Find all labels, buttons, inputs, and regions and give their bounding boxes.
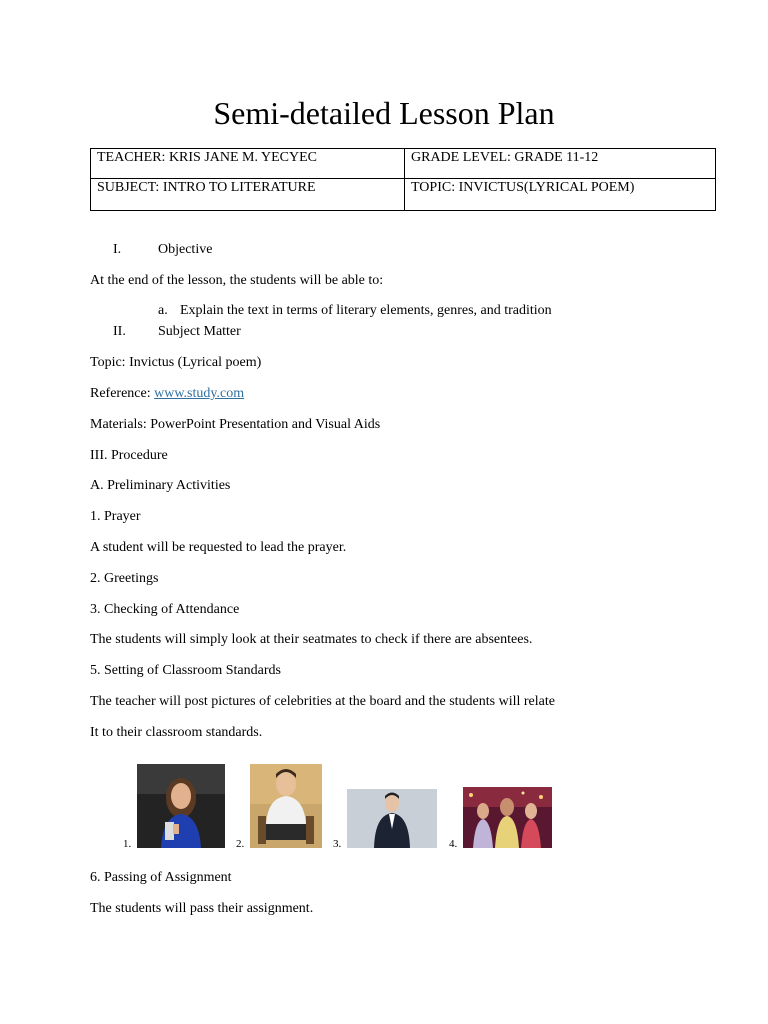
teacher-cell: TEACHER: KRIS JANE M. YECYEC — [91, 149, 405, 179]
page-title: Semi-detailed Lesson Plan — [213, 95, 555, 131]
reference-line — [90, 385, 244, 403]
assignment-heading: 6. Passing of Assignment — [90, 870, 232, 885]
preliminary-heading: A. Preliminary Activities — [90, 478, 231, 493]
materials-line: Materials: PowerPoint Presentation and Visual Aids — [90, 417, 381, 432]
celebrity-photo-3-icon — [347, 789, 437, 848]
section-1-heading: Objective — [158, 242, 213, 257]
assignment-description: The students will pass their assignment. — [90, 901, 314, 916]
objective-intro: At the end of the lesson, the students will be able to: — [90, 273, 384, 288]
standards-description-line-1: The teacher will post pictures of celebrities at the board and the students will relate — [90, 694, 555, 709]
standards-description-line-2: It to their classroom standards. — [90, 725, 263, 740]
greetings-heading: 2. Greetings — [90, 571, 159, 586]
procedure-heading: III. Procedure — [90, 448, 168, 463]
standards-heading: 5. Setting of Classroom Standards — [90, 663, 281, 678]
picture-1-number: 1. — [123, 838, 132, 850]
prayer-description: A student will be requested to lead the prayer. — [90, 540, 347, 555]
attendance-heading: 3. Checking of Attendance — [90, 602, 240, 617]
attendance-description: The students will simply look at their seatmates to check if there are absentees. — [90, 632, 533, 647]
grade-level-cell: GRADE LEVEL: GRADE 11-12 — [405, 149, 716, 179]
picture-4-number: 4. — [449, 838, 458, 850]
reference-link[interactable]: www.study.com — [154, 386, 245, 401]
lesson-info-table — [90, 148, 716, 211]
topic-cell: TOPIC: INVICTUS(LYRICAL POEM) — [405, 179, 716, 211]
reference-label: Reference: — [90, 386, 155, 401]
objective-item-text: Explain the text in terms of literary elements, genres, and tradition — [180, 303, 552, 318]
section-2-heading: Subject Matter — [158, 324, 241, 339]
celebrity-photo-1-icon — [137, 764, 225, 848]
celebrity-photo-4-icon — [463, 787, 552, 848]
objective-item-marker: a. — [158, 303, 168, 318]
picture-2-number: 2. — [236, 838, 245, 850]
picture-3-number: 3. — [333, 838, 342, 850]
subject-cell: SUBJECT: INTRO TO LITERATURE — [91, 179, 405, 211]
prayer-heading: 1. Prayer — [90, 509, 141, 524]
topic-line: Topic: Invictus (Lyrical poem) — [90, 355, 262, 370]
section-1-numeral: I. — [113, 242, 122, 257]
celebrity-photo-2-icon — [250, 764, 322, 848]
section-2-numeral: II. — [113, 324, 126, 339]
